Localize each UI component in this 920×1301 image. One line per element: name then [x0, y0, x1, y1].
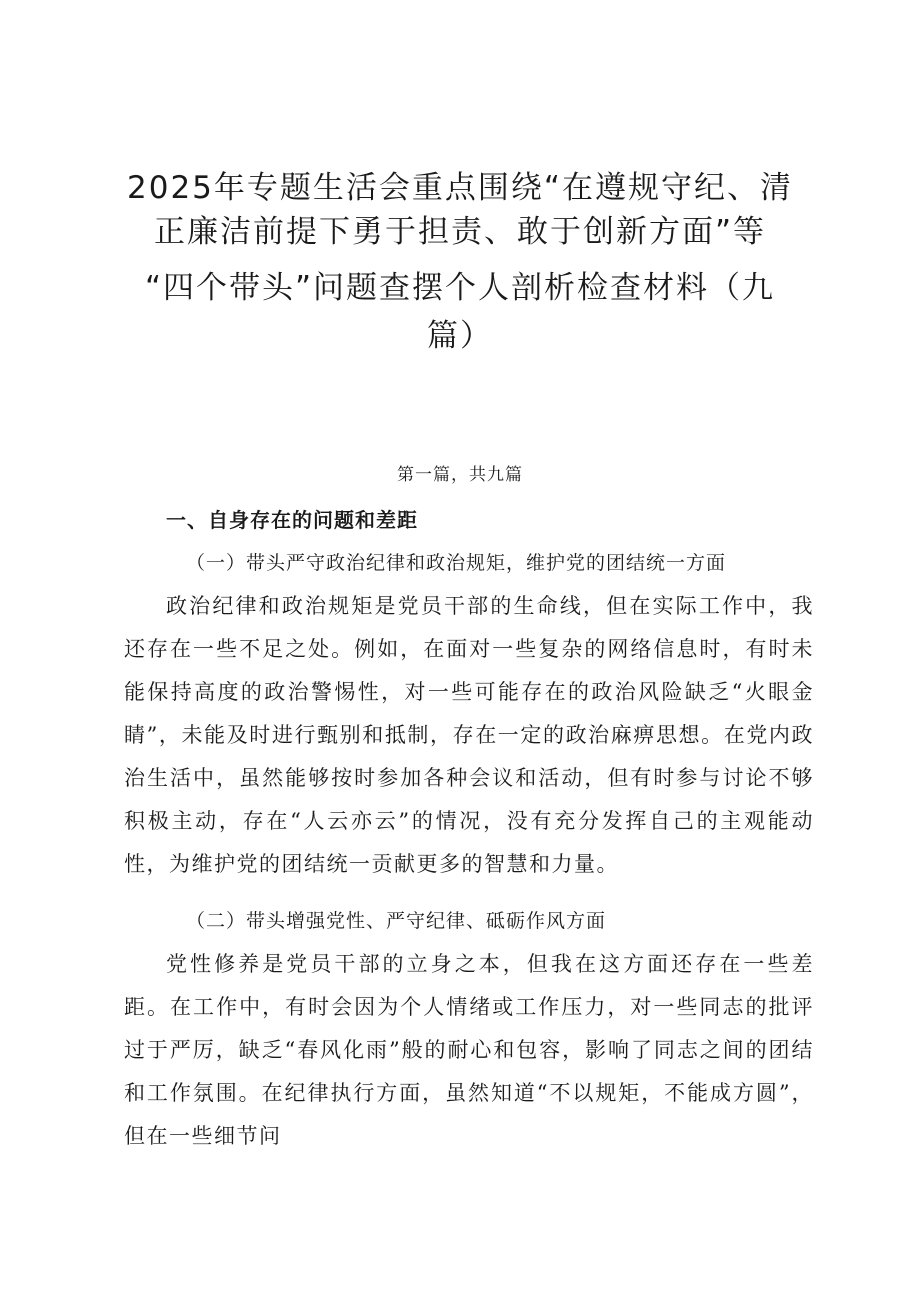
- title-line-1: 2025年专题生活会重点围绕“在遵规守纪、清: [127, 170, 793, 206]
- title-line-3: “四个带头”问题查摆个人剖析检查材料（九: [144, 270, 776, 306]
- section-heading: 一、自身存在的问题和差距: [166, 508, 418, 532]
- part-subtitle: 第一篇，共九篇: [397, 465, 523, 485]
- subsection-heading-2: （二）带头增强党性、严守纪律、砥砺作风方面: [186, 910, 607, 932]
- title-line-2: 正廉洁前提下勇于担责、敢于创新方面”等: [153, 214, 767, 250]
- subsection-heading-1: （一）带头严守政治纪律和政治规矩，维护党的团结统一方面: [186, 552, 727, 574]
- title-line-4: 篇）: [427, 318, 493, 354]
- body-paragraph-2: 党性修养是党员干部的立身之本，但我在这方面还存在一些差距。在工作中，有时会因为个人情绪或工作压力，对一些同志的批评过于严厉，缺乏“春风化雨”般的耐心和包容，影响了同志之间的团结和工作氛围。在纪律执行方面，虽然知道“不以规矩，不能成方圆”，但在一些细节问: [124, 952, 814, 1148]
- body-paragraph-1: 政治纪律和政治规矩是党员干部的生命线，但在实际工作中，我还存在一些不足之处。例如，在面对一些复杂的网络信息时，有时未能保持高度的政治警惕性，对一些可能存在的政治风险缺乏“火眼金睛”，未能及时进行甄别和抵制，存在一定的政治麻痹思想。在党内政治生活中，虽然能够按时参加各种会议和活动，但有时参与讨论不够积极主动，存在“人云亦云”的情况，没有充分发挥自己的主观能动性，为维护党的团结统一贡献更多的智慧和力量。: [124, 594, 814, 876]
